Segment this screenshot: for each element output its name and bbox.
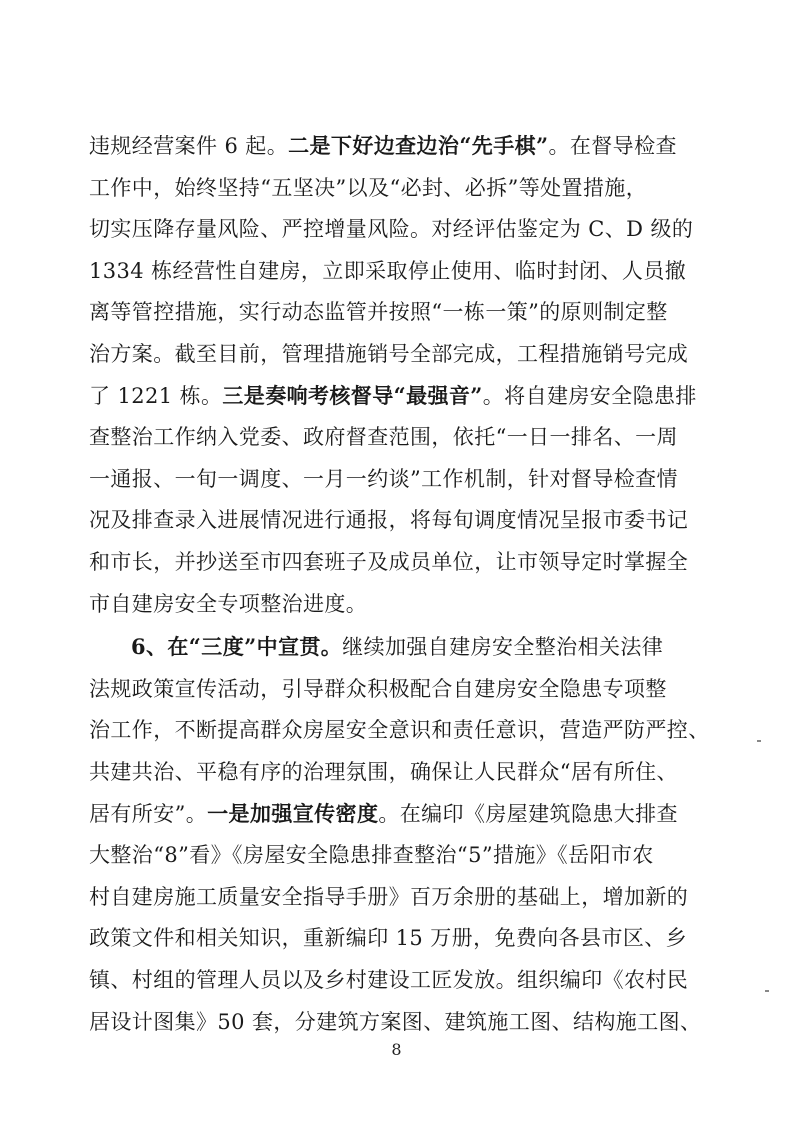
text-line (89, 840, 709, 870)
text-segment: 村自建房施工质量安全指导手册》百万余册的基础上，增加新的 (89, 884, 689, 909)
text-segment: 大整治“8”看》《房屋安全隐患排查整治“5”措施》《岳阳市农 (89, 843, 654, 868)
text-line (89, 505, 709, 535)
text-segment: 治工作，不断提高群众房屋安全意识和责任意识，营造严防严控、 (89, 718, 710, 743)
text-segment: 镇、村组的管理人员以及乡村建设工匠发放。组织编印《农村民 (89, 968, 689, 992)
text-line (89, 297, 709, 327)
text-line (89, 674, 709, 704)
text-segment: 。在编印《房屋建筑隐患大排查 (378, 801, 678, 826)
text-line (89, 882, 709, 912)
text-line (89, 381, 709, 411)
text-line (89, 339, 709, 369)
text-line (89, 715, 709, 745)
text-segment: 共建共治、平稳有序的治理氛围，确保让人民群众“居有所住、 (89, 760, 678, 784)
text-line (89, 757, 709, 787)
text-segment: 继续加强自建房安全整治相关法律 (342, 635, 664, 660)
text-line (89, 464, 709, 494)
scan-mark (765, 990, 769, 992)
text-line (89, 422, 709, 452)
text-segment: 法规政策宣传活动，引导群众积极配合自建房安全隐患专项整 (89, 676, 667, 701)
text-line (89, 256, 709, 286)
text-segment: 离等管控措施，实行动态监管并按照“一栋一策”的原则制定整 (89, 300, 668, 325)
page-number: 8 (391, 1040, 402, 1059)
text-line (89, 214, 709, 244)
text-line (89, 547, 709, 577)
bold-text-segment: 6、在“三度”中宣贯。 (131, 634, 343, 660)
text-segment: 工作中，始终坚持“五坚决”以及“必封、必拆”等处置措施， (89, 175, 648, 200)
bold-text-segment: 一是加强宣传密度 (207, 800, 379, 826)
text-segment: 居设计图集》50 套，分建筑方案图、建筑施工图、结构施工图、 (89, 1009, 702, 1034)
text-line (89, 1007, 709, 1037)
text-line (89, 173, 709, 203)
text-line (131, 632, 751, 662)
scan-mark (757, 740, 761, 742)
text-line (89, 589, 709, 619)
text-segment: 市自建房安全专项整治进度。 (89, 591, 368, 616)
text-segment: 居有所安”。 (89, 801, 208, 826)
text-segment: 治方案。截至目前，管理措施销号全部完成，工程措施销号完成 (89, 342, 689, 366)
text-line (89, 131, 709, 161)
text-segment: 。将自建房安全隐患排 (482, 383, 697, 408)
bold-text-segment: 三是奏响考核督导“最强音” (222, 382, 483, 408)
text-segment: 一通报、一旬一调度、一月一约谈”工作机制，针对督导检查情 (89, 466, 678, 491)
text-segment: 1334 栋经营性自建房，立即采取停止使用、临时封闭、人员撤 (89, 258, 687, 283)
text-line (89, 799, 709, 829)
text-segment: 和市长，并抄送至市四套班子及成员单位，让市领导定时掌握全 (89, 550, 689, 574)
text-segment: 政策文件和相关知识，重新编印 15 万册，免费向各县市区、乡 (89, 926, 688, 951)
bold-text-segment: 二是下好边查边治“先手棋” (288, 133, 549, 158)
text-segment: 况及排查录入进展情况进行通报，将每旬调度情况呈报市委书记 (89, 508, 689, 533)
text-segment: 切实压降存量风险、严控增量风险。对经评估鉴定为 C、D 级的 (89, 217, 694, 242)
text-segment: 。在督导检查 (548, 134, 677, 158)
text-segment: 查整治工作纳入党委、政府督查范围，依托“一日一排名、一周 (89, 425, 678, 450)
text-segment: 违规经营案件 6 起。 (89, 134, 289, 158)
text-segment: 了 1221 栋。 (89, 383, 223, 408)
text-line (89, 923, 709, 953)
text-line (89, 965, 709, 995)
